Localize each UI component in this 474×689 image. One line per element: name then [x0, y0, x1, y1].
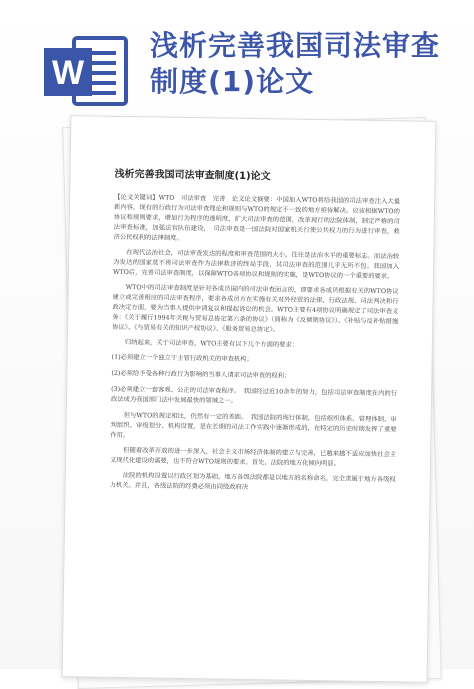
- paragraph-abstract: 【论文关键词】WTO 司法审查 完善 论文论文摘要：中国加入WTO将给我国的司法审查注入大量新内容，现有的行政行为司法审查理论和规则与WTO的规定不一致的地方亟待解决。应该根据WTO的协议和规则要求，增加行为程序的透明度，扩大司法审查的范围，改革现行的法院体制，制定严格的司法审查标准，加强法官队伍建设， 司法审查是一国法院对国家机关行使公共权力的行为进行审查，救济公民权利的法律制度。: [113, 193, 401, 243]
- paragraph: 在现代法治社会，司法审查发达的程度和审查范围的大小，往往是法治水平的重要标志。而法治较为发达的国家莫不将司法审查作为法律救济的终局手段，其司法审查的范围几乎无所不包。我国加入WTO后，完善司法审查制度，以保障WTO各项协议和规则的实施，是WTO协议的一个重要的要求。: [112, 249, 400, 281]
- heading-line-1: 浅析完善我国司法审查: [150, 29, 441, 62]
- word-document-icon: [40, 34, 132, 108]
- page-heading: [150, 28, 460, 100]
- document-body: [109, 193, 400, 500]
- list-item: (2)必须给予受各种行政行为影响的当事人请求司法审查的权利；: [111, 369, 291, 380]
- document-preview[interactable]: [62, 115, 437, 683]
- paragraph: 归纳起来，关于司法审查，WTO主要有以下几个方面的要求：: [124, 339, 299, 349]
- paragraph: 法院的机构设置以行政区划为基础，地方各级法院都是以地方的名称命名，完全隶属于地方各级权力机关。并且，各级法院的经费必须由同级政府决: [109, 471, 396, 491]
- list-item: (1)必须建立一个独立于主管行政机关的审查机构；: [111, 353, 253, 363]
- paragraph: 但与WTO的规定相比，仍然有一定的差距。 我国法院的现行体制，包括组织体系、管理体制、审判组织、审级划分、机构设置，是在长期的司法工作实践中逐渐形成的，在特定的历史时期发挥了重要作用。: [110, 412, 397, 440]
- heading-line-2: 制度(1)论文: [150, 65, 315, 98]
- word-icon-letter: W: [51, 54, 85, 92]
- paragraph: WTO中的司法审查制度是针对各成员国内的司法审查而言的，即要求各成员根据有关的WTO协议建立或完善相应的司法审查程序，要求各成员方在实施有关对外经贸的法律、行政法规、司法判决和行政决定方面，要为当事人提供申请复议和提起诉讼的机会。WTO主要有4项协议明确规定了司法审查义务：《关于履行1994年关税与贸易总协定第六条的协议》（简称为《反倾销协议》）、《补贴与反补贴措施协议》、《与贸易有关的知识产权协议》、《服务贸易总协定》。: [112, 283, 399, 334]
- list-item: (3)必须建立一套客观、公正的司法审查程序。 我国经过近10余年的努力，包括司法审查制度在内的行政法成为我国部门法中发展最快的领域之一。: [110, 385, 398, 405]
- paragraph: 但随着改革开放的进一步深入，社会主义市场经济体制的建立与完善，已越来越不适应加快社会主义现代化建设的需要，也不符合WTO规则的要求。首先，法院的地方化倾向明显。: [109, 446, 397, 468]
- document-title: 浅析完善我国司法审查制度(1)论文: [114, 168, 271, 183]
